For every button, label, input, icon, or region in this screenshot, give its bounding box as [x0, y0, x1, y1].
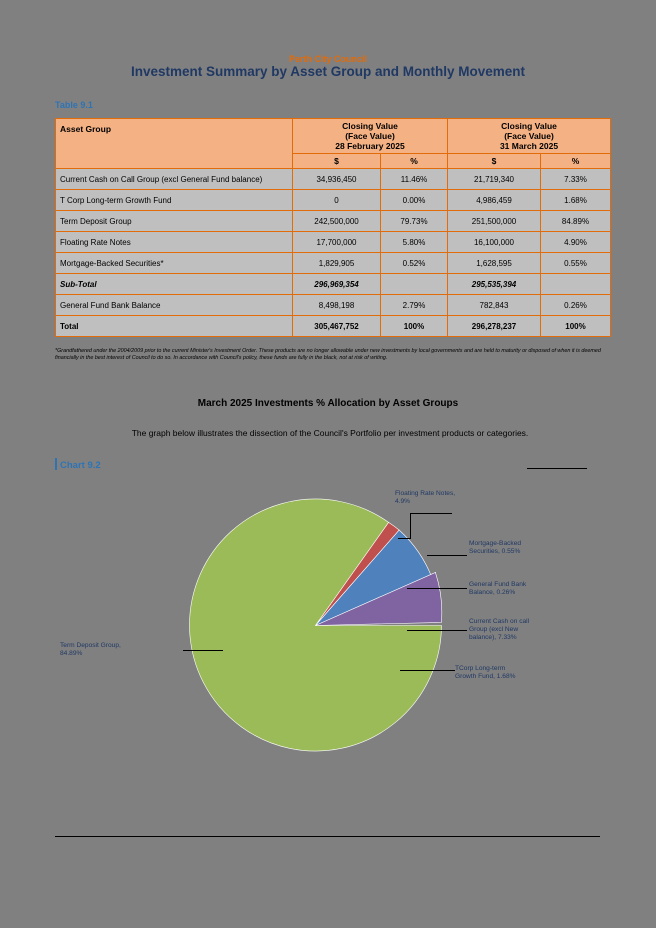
cell-prev-value: 34,936,450	[293, 169, 381, 190]
th-prev-dollar: $	[293, 154, 381, 169]
table-row	[56, 211, 611, 232]
table-row-subtotal	[56, 274, 611, 295]
leader-cash	[407, 630, 467, 631]
leader-gfb	[407, 588, 467, 589]
th-prev-period	[293, 119, 448, 154]
th-prev-line1: Closing Value	[342, 121, 398, 131]
cell-prev-value: 305,467,752	[293, 316, 381, 337]
cell-group: General Fund Bank Balance	[56, 295, 293, 316]
cell-prev-pct	[381, 274, 448, 295]
cell-prev-pct: 2.79%	[381, 295, 448, 316]
table-caption: Table 9.1	[55, 100, 93, 110]
th-curr-line2: (Face Value)	[504, 131, 554, 141]
table-row	[56, 190, 611, 211]
table-footnote: *Grandfathered under the 2004/2009 prior to the current Minister's Investment Order. These products are no longer allowable under new investments by local governments and are held to maturity or disposed of when it is deemed financially in the best interest of Council to do so. In accordance with Council's policy, these funds are fully in the black, not at risk of writing.	[55, 348, 601, 362]
leader-frn	[410, 513, 452, 514]
leader-frn-h2	[398, 538, 411, 539]
cell-curr-value: 296,278,237	[448, 316, 541, 337]
table-header-row	[56, 119, 611, 154]
cell-curr-pct: 7.33%	[541, 169, 611, 190]
cell-group: Total	[56, 316, 293, 337]
chart-caption	[55, 458, 101, 471]
th-curr-line3: 31 March 2025	[499, 141, 559, 151]
th-curr-dollar: $	[448, 154, 541, 169]
leader-frn-v	[410, 513, 411, 538]
cell-prev-pct: 0.00%	[381, 190, 448, 211]
table-row	[56, 232, 611, 253]
page-title: Investment Summary by Asset Group and Monthly Movement	[130, 64, 526, 79]
cell-group: Floating Rate Notes	[56, 232, 293, 253]
cell-prev-pct: 11.46%	[381, 169, 448, 190]
cell-group: Term Deposit Group	[56, 211, 293, 232]
cell-curr-value: 21,719,340	[448, 169, 541, 190]
cell-group: Mortgage-Backed Securities*	[56, 253, 293, 274]
th-curr-percent: %	[541, 154, 611, 169]
cell-curr-value: 251,500,000	[448, 211, 541, 232]
section-title: March 2025 Investments % Allocation by Asset Groups	[197, 398, 459, 409]
council-name: Perth City Council	[288, 54, 367, 64]
cell-curr-pct	[541, 274, 611, 295]
cell-curr-pct: 0.26%	[541, 295, 611, 316]
cell-group: Sub-Total	[56, 274, 293, 295]
cell-curr-pct: 4.90%	[541, 232, 611, 253]
pie-chart-figure	[55, 478, 600, 823]
pie-label-term-deposit: Term Deposit Group, 84.89%	[60, 642, 121, 658]
leader-term	[183, 650, 223, 651]
caption-bar-icon	[55, 458, 57, 470]
th-prev-line3: 28 February 2025	[335, 141, 405, 151]
cell-group: T Corp Long-term Growth Fund	[56, 190, 293, 211]
cell-curr-pct: 84.89%	[541, 211, 611, 232]
investment-summary-table	[55, 118, 611, 337]
pie-label-current-cash: Current Cash on call Group (excl New balance), 7.33%	[469, 618, 530, 642]
cell-curr-value: 782,843	[448, 295, 541, 316]
section-blurb: The graph below illustrates the dissection of the Council's Portfolio per investment products or categories.	[131, 428, 529, 438]
cell-prev-pct: 100%	[381, 316, 448, 337]
cell-prev-pct: 79.73%	[381, 211, 448, 232]
table-row	[56, 295, 611, 316]
pie-label-general-fund: General Fund Bank Balance, 0.26%	[469, 581, 527, 597]
th-curr-line1: Closing Value	[501, 121, 557, 131]
table-row-total	[56, 316, 611, 337]
cell-prev-value: 242,500,000	[293, 211, 381, 232]
cell-curr-pct: 1.68%	[541, 190, 611, 211]
chart-caption-text: Chart 9.2	[60, 460, 101, 471]
cell-prev-pct: 5.80%	[381, 232, 448, 253]
cell-prev-value: 17,700,000	[293, 232, 381, 253]
cell-curr-value: 4,986,459	[448, 190, 541, 211]
th-asset-group: Asset Group	[56, 119, 293, 169]
leader-mbs	[427, 555, 467, 556]
cell-curr-value: 295,535,394	[448, 274, 541, 295]
cell-prev-value: 296,969,354	[293, 274, 381, 295]
cell-group: Current Cash on Call Group (excl General Fund balance)	[56, 169, 293, 190]
table-row	[56, 253, 611, 274]
table-body	[56, 169, 611, 337]
th-prev-percent: %	[381, 154, 448, 169]
cell-curr-pct: 0.55%	[541, 253, 611, 274]
table-row	[56, 169, 611, 190]
cell-prev-value: 0	[293, 190, 381, 211]
cell-prev-value: 1,829,905	[293, 253, 381, 274]
th-prev-line2: (Face Value)	[345, 131, 395, 141]
pie-label-tcorp: TCorp Long-term Growth Fund, 1.68%	[455, 665, 516, 681]
pie-label-mortgage-backed: Mortgage-Backed Securities, 0.55%	[469, 540, 522, 556]
cell-curr-pct: 100%	[541, 316, 611, 337]
pie-chart	[183, 493, 448, 758]
cell-prev-pct: 0.52%	[381, 253, 448, 274]
th-curr-period	[448, 119, 611, 154]
cell-prev-value: 8,498,198	[293, 295, 381, 316]
header-rule	[527, 468, 587, 469]
cell-curr-value: 1,628,595	[448, 253, 541, 274]
cell-curr-value: 16,100,000	[448, 232, 541, 253]
pie-label-floating-rate-notes: Floating Rate Notes, 4.9%	[395, 490, 456, 506]
pie-svg	[183, 493, 448, 758]
leader-tcorp	[400, 670, 455, 671]
footer-rule	[55, 836, 600, 837]
